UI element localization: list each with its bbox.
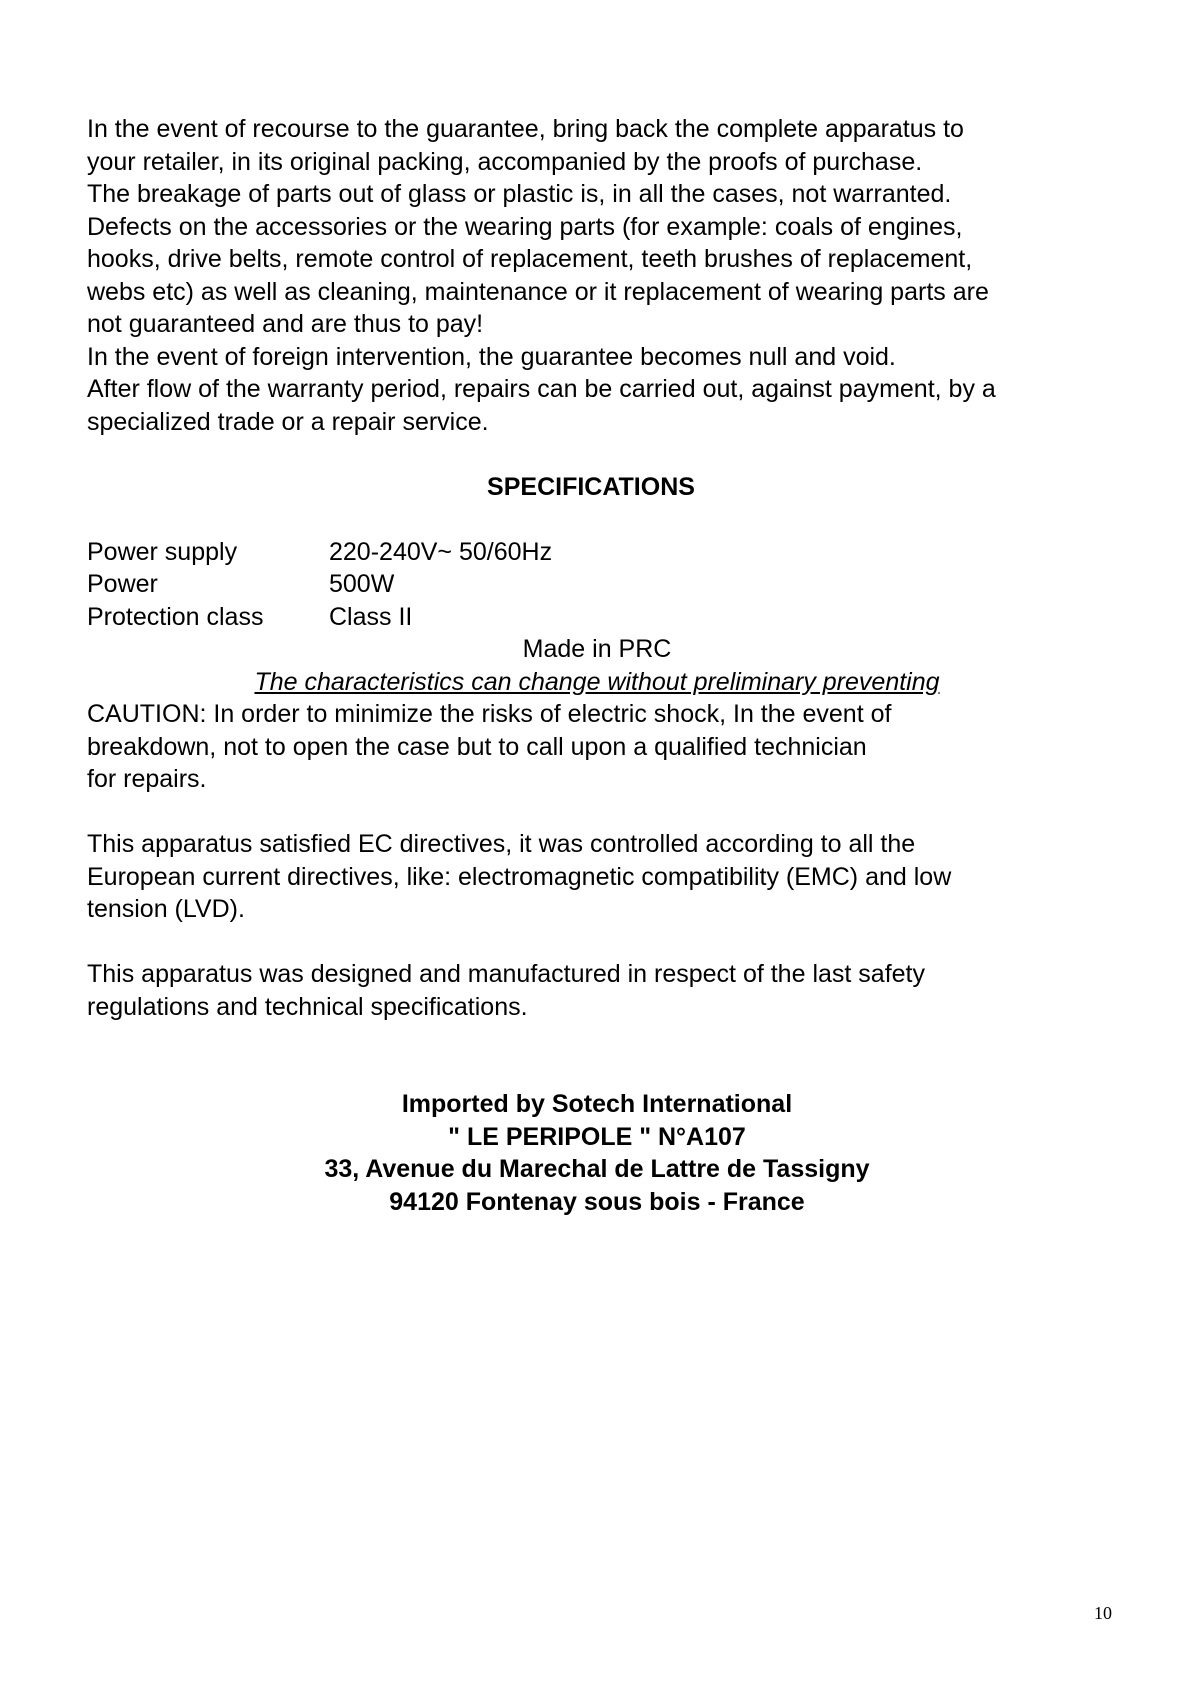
- document-page: [87, 113, 1127, 1218]
- spacer: [87, 1023, 1127, 1056]
- spec-label: Power supply: [87, 537, 238, 566]
- safety-line: regulations and technical specifications.: [87, 992, 528, 1021]
- caution-paragraph: [87, 698, 1127, 796]
- safety-paragraph: [87, 958, 1127, 1023]
- importer-line: " LE PERIPOLE " N°A107: [448, 1122, 746, 1151]
- spec-value: 500W: [329, 570, 395, 598]
- spec-label: Protection class: [87, 602, 264, 631]
- spec-value: 220-240V~ 50/60Hz: [329, 537, 553, 566]
- spacer: [87, 926, 1127, 959]
- spacer: [87, 1056, 1127, 1089]
- specifications-table: [87, 536, 1127, 634]
- ec-line: European current directives, like: electromagnetic compatibility (EMC) and low: [87, 862, 952, 891]
- spacer: [87, 503, 1127, 536]
- guarantee-line: specialized trade or a repair service.: [87, 407, 489, 436]
- safety-line: This apparatus was designed and manufactured in respect of the last safety: [87, 960, 925, 988]
- guarantee-line: In the event of recourse to the guarantee, bring back the complete apparatus to: [87, 115, 964, 143]
- importer-block: [87, 1088, 1127, 1218]
- caution-line: breakdown, not to open the case but to call upon a qualified technician: [87, 732, 867, 761]
- caution-line: for repairs.: [87, 765, 207, 793]
- ec-line: This apparatus satisfied EC directives, it was controlled according to all the: [87, 830, 916, 858]
- importer-line: 33, Avenue du Marechal de Lattre de Tassigny: [324, 1155, 870, 1183]
- spec-row-protection-class: [87, 601, 1127, 634]
- guarantee-paragraph: [87, 113, 1127, 438]
- guarantee-line: Defects on the accessories or the wearing parts (for example: coals of engines,: [87, 212, 963, 241]
- guarantee-line: After flow of the warranty period, repairs can be carried out, against payment, by a: [87, 375, 996, 403]
- specifications-heading: SPECIFICATIONS: [487, 472, 695, 501]
- spec-row-power-supply: [87, 536, 1127, 569]
- spec-value: Class II: [329, 602, 413, 631]
- ec-directives-paragraph: [87, 828, 1127, 926]
- page-number: 10: [1094, 1603, 1112, 1623]
- spec-label: Power: [87, 570, 158, 598]
- guarantee-line: webs etc) as well as cleaning, maintenance or it replacement of wearing parts are: [87, 277, 989, 306]
- guarantee-line: In the event of foreign intervention, the guarantee becomes null and void.: [87, 342, 896, 371]
- guarantee-line: not guaranteed and are thus to pay!: [87, 310, 484, 338]
- characteristics-note: The characteristics can change without preliminary preventing: [254, 667, 940, 696]
- importer-line: 94120 Fontenay sous bois - France: [389, 1187, 805, 1216]
- guarantee-line: The breakage of parts out of glass or plastic is, in all the cases, not warranted.: [87, 180, 952, 208]
- guarantee-line: your retailer, in its original packing, accompanied by the proofs of purchase.: [87, 147, 923, 176]
- made-in-label: Made in PRC: [522, 635, 672, 663]
- importer-line: Imported by Sotech International: [401, 1090, 793, 1118]
- ec-line: tension (LVD).: [87, 895, 245, 923]
- guarantee-line: hooks, drive belts, remote control of replacement, teeth brushes of replacement,: [87, 245, 973, 273]
- spacer: [87, 796, 1127, 829]
- spacer: [87, 438, 1127, 471]
- caution-line: CAUTION: In order to minimize the risks of electric shock, In the event of: [87, 700, 892, 728]
- spec-row-power: [87, 568, 1127, 601]
